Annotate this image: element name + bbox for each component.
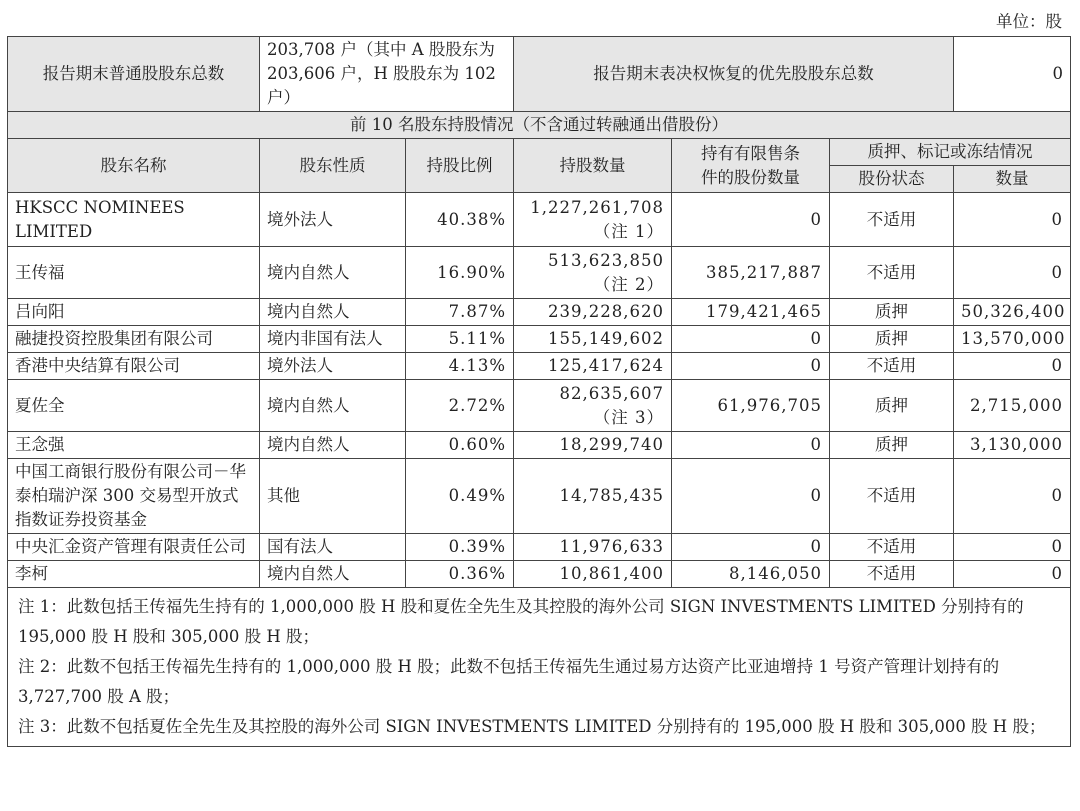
pledge-amount: 50,326,400: [954, 299, 1071, 326]
holder-nature: 其他: [260, 459, 406, 534]
holder-name: 李柯: [8, 561, 260, 588]
holder-restricted: 0: [672, 534, 830, 561]
holder-restricted: 0: [672, 193, 830, 247]
table-row: [8, 432, 1071, 459]
pledge-status: 质押: [830, 326, 954, 353]
holder-ratio: 0.36%: [406, 561, 514, 588]
table-row: [8, 193, 1071, 247]
header-shares: 持股数量: [514, 139, 672, 193]
holder-ratio: 2.72%: [406, 380, 514, 432]
holder-restricted: 8,146,050: [672, 561, 830, 588]
holder-shares: 513,623,850 （注 2）: [514, 247, 672, 299]
table-row: [8, 299, 1071, 326]
holder-nature: 境外法人: [260, 353, 406, 380]
table-row: [8, 459, 1071, 534]
holder-ratio: 4.13%: [406, 353, 514, 380]
pledge-amount: 13,570,000: [954, 326, 1071, 353]
note-2: 注 2：此数不包括王传福先生持有的 1,000,000 股 H 股；此数不包括王传福先生通过易方达资产比亚迪增持 1 号资产管理计划持有的 3,727,700 股 A 股；: [18, 657, 1000, 706]
holder-shares: 11,976,633: [514, 534, 672, 561]
holder-shares: 82,635,607 （注 3）: [514, 380, 672, 432]
header-restricted: 持有有限售条 件的股份数量: [672, 139, 830, 193]
pledge-amount: 2,715,000: [954, 380, 1071, 432]
section-title: 前 10 名股东持股情况（不含通过转融通出借股份）: [8, 112, 1071, 139]
shareholder-table: [7, 36, 1071, 747]
header-pledge-amount: 数量: [954, 166, 1071, 193]
pledge-status: 不适用: [830, 459, 954, 534]
holder-shares: 1,227,261,708 （注 1）: [514, 193, 672, 247]
unit-label: 单位：股: [996, 12, 1062, 31]
holder-shares: 125,417,624: [514, 353, 672, 380]
holder-restricted: 0: [672, 432, 830, 459]
header-nature: 股东性质: [260, 139, 406, 193]
pledge-amount: 0: [954, 459, 1071, 534]
holder-name: 中国工商银行股份有限公司－华泰柏瑞沪深 300 交易型开放式指数证券投资基金: [8, 459, 260, 534]
holder-nature: 境内自然人: [260, 380, 406, 432]
holder-shares: 14,785,435: [514, 459, 672, 534]
table-row: [8, 353, 1071, 380]
header-pledge-group: 质押、标记或冻结情况: [830, 139, 1071, 166]
pledge-amount: 0: [954, 561, 1071, 588]
holder-restricted: 385,217,887: [672, 247, 830, 299]
holder-ratio: 7.87%: [406, 299, 514, 326]
holder-restricted: 61,976,705: [672, 380, 830, 432]
holder-nature: 境内自然人: [260, 432, 406, 459]
pledge-status: 不适用: [830, 561, 954, 588]
holder-nature: 境内非国有法人: [260, 326, 406, 353]
header-name: 股东名称: [8, 139, 260, 193]
pledge-amount: 0: [954, 247, 1071, 299]
holder-shares: 239,228,620: [514, 299, 672, 326]
pledge-status: 不适用: [830, 353, 954, 380]
holder-restricted: 0: [672, 459, 830, 534]
holder-name: HKSCC NOMINEES LIMITED: [8, 193, 260, 247]
holder-name: 香港中央结算有限公司: [8, 353, 260, 380]
pledge-amount: 0: [954, 353, 1071, 380]
preferred-holders-label: 报告期末表决权恢复的优先股股东总数: [514, 37, 954, 112]
holder-restricted: 0: [672, 353, 830, 380]
holder-nature: 境内自然人: [260, 247, 406, 299]
note-1: 注 1：此数包括王传福先生持有的 1,000,000 股 H 股和夏佐全先生及其控股的海外公司 SIGN INVESTMENTS LIMITED 分别持有的 195,000 股 H 股和 305,000 股 H 股；: [18, 597, 1024, 646]
holder-name: 王传福: [8, 247, 260, 299]
holder-name: 融捷投资控股集团有限公司: [8, 326, 260, 353]
preferred-holders-value: 0: [954, 37, 1071, 112]
pledge-status: 质押: [830, 432, 954, 459]
holder-ratio: 0.49%: [406, 459, 514, 534]
holder-shares: 10,861,400: [514, 561, 672, 588]
pledge-amount: 0: [954, 193, 1071, 247]
holder-nature: 境内自然人: [260, 561, 406, 588]
note-3: 注 3：此数不包括夏佐全先生及其控股的海外公司 SIGN INVESTMENTS LIMITED 分别持有的 195,000 股 H 股和 305,000 股 H 股；: [18, 717, 1046, 736]
holder-name: 中央汇金资产管理有限责任公司: [8, 534, 260, 561]
table-row: [8, 534, 1071, 561]
holder-name: 王念强: [8, 432, 260, 459]
pledge-status: 不适用: [830, 193, 954, 247]
pledge-amount: 0: [954, 534, 1071, 561]
table-row: [8, 326, 1071, 353]
holder-ratio: 16.90%: [406, 247, 514, 299]
header-pledge-status: 股份状态: [830, 166, 954, 193]
pledge-status: 质押: [830, 299, 954, 326]
holder-shares: 18,299,740: [514, 432, 672, 459]
holder-ratio: 40.38%: [406, 193, 514, 247]
pledge-status: 质押: [830, 380, 954, 432]
notes-cell: [8, 588, 1071, 747]
holder-ratio: 5.11%: [406, 326, 514, 353]
pledge-status: 不适用: [830, 247, 954, 299]
table-row: [8, 247, 1071, 299]
section-title-row: [8, 112, 1071, 139]
holder-ratio: 0.39%: [406, 534, 514, 561]
summary-row: [8, 37, 1071, 112]
table-row: [8, 561, 1071, 588]
pledge-amount: 3,130,000: [954, 432, 1071, 459]
holder-ratio: 0.60%: [406, 432, 514, 459]
holder-restricted: 0: [672, 326, 830, 353]
holder-shares: 155,149,602: [514, 326, 672, 353]
holder-nature: 境内自然人: [260, 299, 406, 326]
holder-restricted: 179,421,465: [672, 299, 830, 326]
table-row: [8, 380, 1071, 432]
holder-name: 吕向阳: [8, 299, 260, 326]
holder-name: 夏佐全: [8, 380, 260, 432]
total-holders-label: 报告期末普通股股东总数: [8, 37, 260, 112]
header-ratio: 持股比例: [406, 139, 514, 193]
header-row-1: [8, 139, 1071, 166]
holder-nature: 境外法人: [260, 193, 406, 247]
total-holders-value: 203,708 户（其中 A 股股东为 203,606 户，H 股股东为 102 户）: [260, 37, 514, 112]
holder-nature: 国有法人: [260, 534, 406, 561]
pledge-status: 不适用: [830, 534, 954, 561]
notes-row: [8, 588, 1071, 747]
